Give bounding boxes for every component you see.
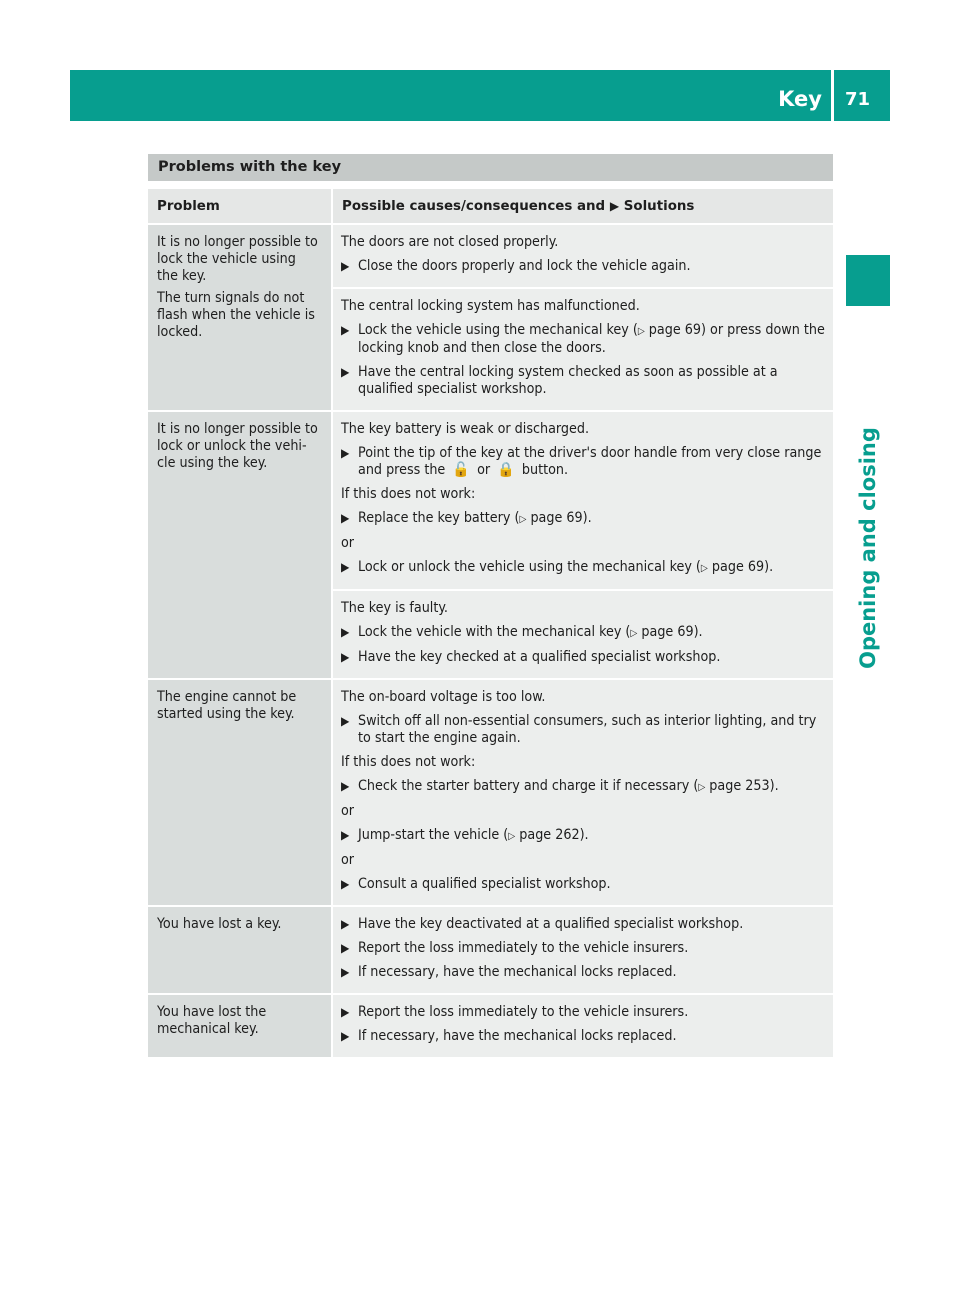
problem-cell: It is no longer possible to lock the vehicle using the key. The turn signals do not flash when the vehicle is locked. — [148, 224, 332, 411]
table-row — [148, 679, 833, 906]
table-row — [148, 224, 833, 288]
solution-cell: The key battery is weak or discharged. ▶ Point the tip of the key at the driver's door handle from very close range and press the 🔓 or 🔒 button. If this does not work: ▶ Replace the key battery (▷ page 69). or ▶ Lock or unlock the vehicle using the mechanical key (▷ page 69). — [332, 411, 833, 590]
list-item: ▶ Report the loss immediately to the vehicle insurers. — [341, 940, 689, 956]
page-reference-link[interactable]: page 253). — [709, 778, 779, 794]
solution-cell: The on-board voltage is too low. ▶ Switch off all non-essential consumers, such as interior lighting, and try to start the engine again. If this does not work: ▶ Check the starter battery and charge it if necessary (▷ page 253). or ▶ Jump-start the vehicle (▷ page 262). or ▶ Consult a qualified specialist workshop. — [332, 679, 833, 906]
action-arrow-icon: ▶ — [341, 560, 350, 574]
page-reference-link[interactable]: page 69). — [711, 559, 774, 575]
action-arrow-icon: ▶ — [341, 828, 350, 842]
section-title: Problems with the key — [148, 154, 833, 181]
page-reference-link[interactable]: page 262). — [519, 827, 589, 843]
solution-cell: The doors are not closed properly. ▶ Close the doors properly and lock the vehicle again. — [332, 224, 833, 288]
page-reference-icon: ▷ — [519, 514, 527, 525]
action-arrow-icon: ▶ — [341, 446, 350, 460]
action-arrow-icon: ▶ — [609, 199, 620, 213]
unlock-icon: 🔓 — [452, 462, 470, 478]
chapter-tab — [846, 255, 890, 306]
chapter-label: Opening and closing — [856, 427, 880, 669]
list-item: ▶ Jump-start the vehicle (▷ page 262). — [341, 827, 589, 843]
page-reference-icon: ▷ — [637, 326, 645, 337]
table-row — [148, 906, 833, 994]
action-arrow-icon: ▶ — [341, 1029, 350, 1043]
page-reference-icon: ▷ — [698, 782, 706, 793]
list-item: ▶ Switch off all non-essential consumers, such as interior lighting, and try to start the engine again. — [341, 713, 817, 746]
table-header-row — [148, 189, 833, 224]
action-arrow-icon: ▶ — [341, 941, 350, 955]
action-arrow-icon: ▶ — [341, 625, 350, 639]
table-row — [148, 411, 833, 590]
column-header-solutions: Possible causes/consequences and ▶ Solutions — [332, 189, 833, 224]
problem-cell: You have lost the mechanical key. — [148, 994, 332, 1058]
page-reference-icon: ▷ — [508, 831, 516, 842]
action-arrow-icon: ▶ — [341, 259, 350, 273]
list-item: ▶ Lock the vehicle with the mechanical key (▷ page 69). — [341, 624, 703, 640]
list-item: ▶ If necessary, have the mechanical locks replaced. — [341, 1028, 677, 1044]
list-item: ▶ Check the starter battery and charge it if necessary (▷ page 253). — [341, 778, 779, 794]
list-item: ▶ Lock or unlock the vehicle using the mechanical key (▷ page 69). — [341, 559, 774, 575]
problems-table — [148, 189, 833, 1059]
list-item: ▶ Have the key deactivated at a qualified specialist workshop. — [341, 916, 744, 932]
list-item: ▶ If necessary, have the mechanical locks replaced. — [341, 964, 677, 980]
problem-cell: You have lost a key. — [148, 906, 332, 994]
header-separator — [831, 70, 834, 121]
action-arrow-icon: ▶ — [341, 917, 350, 931]
page-number: 71 — [844, 89, 870, 110]
action-arrow-icon: ▶ — [341, 714, 350, 728]
lock-icon: 🔒 — [497, 462, 515, 478]
list-item: ▶ Lock the vehicle using the mechanical key (▷ page 69) or press down the locking knob and then close the doors. — [341, 322, 825, 356]
solution-cell: The key is faulty. ▶ Lock the vehicle with the mechanical key (▷ page 69). ▶ Have the key checked at a qualified specialist workshop. — [332, 590, 833, 679]
solution-cell — [332, 994, 833, 1058]
list-item: ▶ Have the key checked at a qualified specialist workshop. — [341, 649, 721, 665]
solution-cell: The central locking system has malfunctioned. ▶ Lock the vehicle using the mechanical key (▷ page 69) or press down the locking knob and then close the doors. ▶ Have the central locking system checked as soon as possible at a qualified specialist workshop. — [332, 288, 833, 411]
list-item: ▶ Close the doors properly and lock the vehicle again. — [341, 258, 691, 274]
action-arrow-icon: ▶ — [341, 323, 350, 337]
action-arrow-icon: ▶ — [341, 965, 350, 979]
action-arrow-icon: ▶ — [341, 1005, 350, 1019]
problem-cell: The engine cannot be started using the key. — [148, 679, 332, 906]
page-header — [70, 70, 890, 121]
page-reference-link[interactable]: page 69). — [641, 624, 703, 640]
action-arrow-icon: ▶ — [341, 877, 350, 891]
action-arrow-icon: ▶ — [341, 779, 350, 793]
action-arrow-icon: ▶ — [341, 511, 350, 525]
page-reference-icon: ▷ — [700, 563, 708, 574]
list-item: ▶ Report the loss immediately to the vehicle insurers. — [341, 1004, 689, 1020]
header-title: Key — [778, 87, 822, 111]
list-item: ▶ Have the central locking system checked as soon as possible at a qualified specialist workshop. — [341, 364, 778, 397]
solution-cell — [332, 906, 833, 994]
table-row — [148, 994, 833, 1058]
list-item: ▶ Consult a qualified specialist workshop. — [341, 876, 611, 892]
list-item: ▶ Point the tip of the key at the driver's door handle from very close range and press the 🔓 or 🔒 button. — [341, 445, 822, 478]
action-arrow-icon: ▶ — [341, 650, 350, 664]
page-reference-icon: ▷ — [630, 628, 638, 639]
action-arrow-icon: ▶ — [341, 365, 350, 379]
page-reference-link[interactable]: page 69). — [530, 510, 592, 526]
problem-cell: It is no longer possible to lock or unlock the vehi- cle using the key. — [148, 411, 332, 679]
page-reference-link[interactable]: page 69) or press — [648, 322, 762, 338]
column-header-problem: Problem — [148, 189, 332, 224]
list-item: ▶ Replace the key battery (▷ page 69). — [341, 510, 592, 526]
